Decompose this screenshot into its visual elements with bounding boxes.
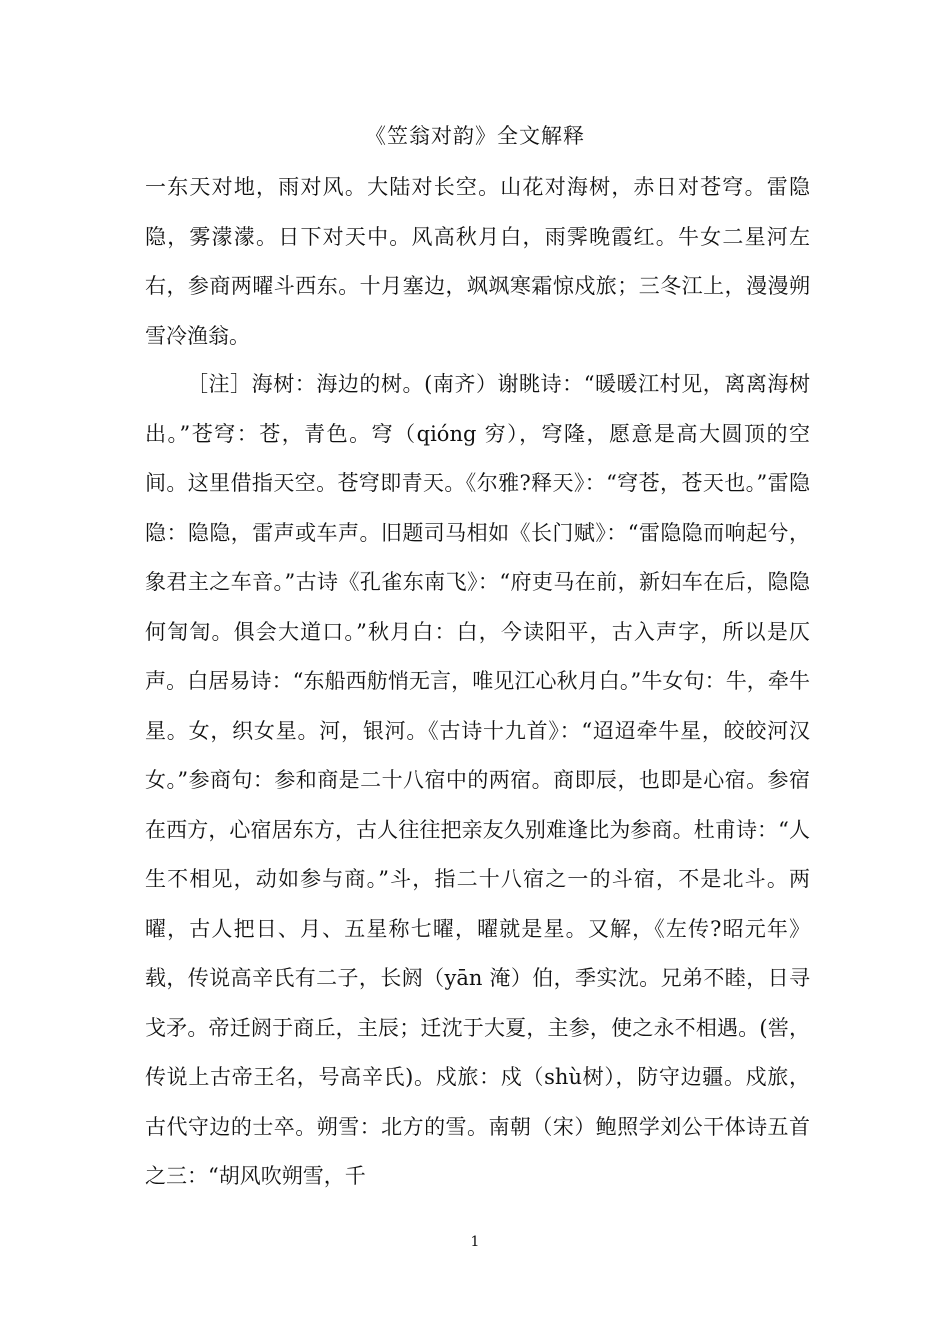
poem-text: 一东天对地，雨对风。大陆对长空。山花对海树，赤日对苍穹。雷隐隐，雾濛濛。日下对天中。风高秋月白，雨霁晚霞红。牛女二星河左右，参商两曜斗西东。十月塞边，飒飒寒霜惊戍旅；三冬江上，漫漫朔雪冷渔翁。 (145, 175, 810, 348)
annotation-text: ［注］海树：海边的树。(南齐）谢眺诗：“暖暖江村见，离离海树出。”苍穹：苍，青色。穹（qióng 穷），穹隆，愿意是高大圆顶的空间。这里借指天空。苍穹即青天。《尔雅?释天》：“穹苍，苍天也。”雷隐隐：隐隐，雷声或车声。旧题司马相如《长门赋》：“雷隐隐而响起兮，象君主之车音。”古诗《孔雀东南飞》：“府吏马在前，新妇车在后，隐隐何訇訇。俱会大道口。”秋月白：白，今读阳平，古入声字，所以是仄声。白居易诗：“东船西舫悄无言，唯见江心秋月白。”牛女句：牛，牵牛星。女，织女星。河，银河。《古诗十九首》：“迢迢牵牛星，皎皎河汉女。”参商句：参和商是二十八宿中的两宿。商即辰，也即是心宿。参宿在西方，心宿居东方，古人往往把亲友久别难逢比为参商。杜甫诗：“人生不相见，动如参与商。”斗，指二十八宿之一的斗宿，不是北斗。两曜，古人把日、月、五星称七曜，曜就是星。又解，《左传?昭元年》载，传说高辛氏有二子，长阏（yān 淹）伯，季实沈。兄弟不睦，日寻戈矛。帝迁阏于商丘，主辰；迁沈于大夏，主参，使之永不相遇。(喾，传说上古帝王名，号高辛氏)。戍旅：戍（shù树），防守边疆。戍旅，古代守边的士卒。朔雪：北方的雪。南朝（宋）鲍照学刘公干体诗五首之三：“胡风吹朔雪，千 (145, 372, 810, 1188)
page-number: 1 (470, 1234, 480, 1250)
poem-paragraph (145, 163, 810, 361)
annotation-paragraph (145, 360, 810, 1202)
document-title: 《笠翁对韵》全文解释 (365, 124, 585, 148)
